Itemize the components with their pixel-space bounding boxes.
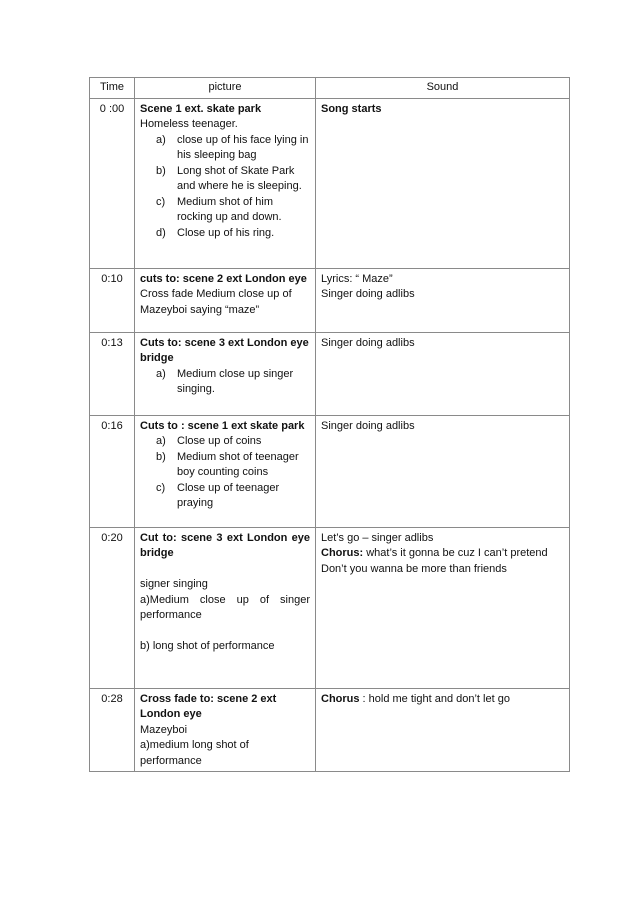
sound-line: Lyrics: “ Maze” <box>321 272 393 285</box>
chorus-text: what’s it gonna be cuz I can’t pretend <box>363 547 548 559</box>
sound-line: Let’s go – singer adlibs <box>321 531 434 544</box>
shot-description: b) long shot of performance <box>140 640 275 652</box>
list-marker: a) <box>156 133 166 146</box>
time-cell: 0:10 <box>90 268 135 332</box>
table-row <box>90 332 570 415</box>
sound-cell <box>316 688 570 772</box>
picture-cell <box>135 688 316 772</box>
list-marker: c) <box>156 195 166 208</box>
shot-list <box>140 367 310 398</box>
scene-heading: Cross fade to: scene 2 ext London eye <box>140 692 277 720</box>
list-marker: a) <box>156 367 166 380</box>
time-cell: 0:20 <box>90 527 135 688</box>
scene-heading: Cut to: scene 3 ext London eye bridge <box>140 531 310 559</box>
scene-description: Cross fade Medium close up of Mazeyboi saying “maze” <box>140 288 292 316</box>
list-marker: d) <box>156 226 166 239</box>
scene-description: Homeless teenager. <box>140 118 238 130</box>
picture-cell <box>135 98 316 268</box>
sound-line: Singer doing adlibs <box>321 419 415 432</box>
table-row <box>90 98 570 268</box>
picture-cell <box>135 332 316 415</box>
shooting-script-table <box>89 77 570 772</box>
shot-description: a)medium long shot of performance <box>140 739 249 767</box>
time-cell: 0:28 <box>90 688 135 772</box>
table-header-row <box>90 78 570 99</box>
scene-heading: Cuts to : scene 1 ext skate park <box>140 419 305 432</box>
list-item-text: Close up of teenager praying <box>177 481 280 509</box>
scene-heading: Scene 1 ext. skate park <box>140 102 262 115</box>
time-cell: 0:16 <box>90 415 135 527</box>
list-item-text: Medium close up singer singing. <box>177 367 294 395</box>
sound-line <box>321 546 564 562</box>
scene-description: signer singing <box>140 578 208 590</box>
table-row <box>90 527 570 688</box>
scene-heading: Cuts to: scene 3 ext London eye bridge <box>140 336 309 364</box>
list-item <box>140 164 310 195</box>
time-cell: 0 :00 <box>90 98 135 268</box>
sound-line: Singer doing adlibs <box>321 336 415 349</box>
list-item <box>140 367 310 398</box>
sound-line: Singer doing adlibs <box>321 288 415 300</box>
list-item-text: Close up of his ring. <box>177 226 275 239</box>
list-marker: a) <box>156 435 166 447</box>
shot-list <box>140 133 310 242</box>
list-item <box>140 195 310 226</box>
list-item-text: Medium shot of teenager boy counting coins <box>177 450 299 478</box>
table-row <box>90 415 570 527</box>
character-name: Mazeyboi <box>140 723 188 736</box>
list-item-text: Medium shot of him rocking up and down. <box>177 195 282 223</box>
chorus-label: Chorus: <box>321 547 364 559</box>
picture-cell <box>135 415 316 527</box>
header-time: Time <box>90 78 135 99</box>
list-item <box>140 226 310 242</box>
sound-line: Song starts <box>321 102 382 115</box>
chorus-text: : hold me tight and don’t let go <box>359 692 510 705</box>
sound-cell <box>316 98 570 268</box>
header-picture: picture <box>135 78 316 99</box>
list-item-text: Close up of coins <box>177 435 262 447</box>
list-item <box>140 133 310 164</box>
shot-list <box>140 434 310 512</box>
picture-cell <box>135 268 316 332</box>
list-item <box>140 434 310 450</box>
sound-cell <box>316 268 570 332</box>
list-item <box>140 481 310 512</box>
picture-cell <box>135 527 316 688</box>
list-item <box>140 450 310 481</box>
table-row <box>90 688 570 772</box>
header-sound: Sound <box>316 78 570 99</box>
list-item-text: Long shot of Skate Park and where he is sleeping. <box>177 164 302 192</box>
sound-line: Don’t you wanna be more than friends <box>321 562 507 575</box>
list-marker: b) <box>156 164 166 177</box>
sound-cell <box>316 415 570 527</box>
sound-cell <box>316 332 570 415</box>
list-marker: c) <box>156 481 166 494</box>
shot-description: a)Medium close up of singer performance <box>140 593 310 621</box>
time-cell: 0:13 <box>90 332 135 415</box>
list-item-text: close up of his face lying in his sleeping bag <box>177 133 309 161</box>
list-marker: b) <box>156 450 166 463</box>
table-row <box>90 268 570 332</box>
sound-line <box>321 692 564 708</box>
chorus-label: Chorus <box>321 692 360 705</box>
scene-heading: cuts to: scene 2 ext London eye <box>140 272 307 285</box>
sound-cell <box>316 527 570 688</box>
